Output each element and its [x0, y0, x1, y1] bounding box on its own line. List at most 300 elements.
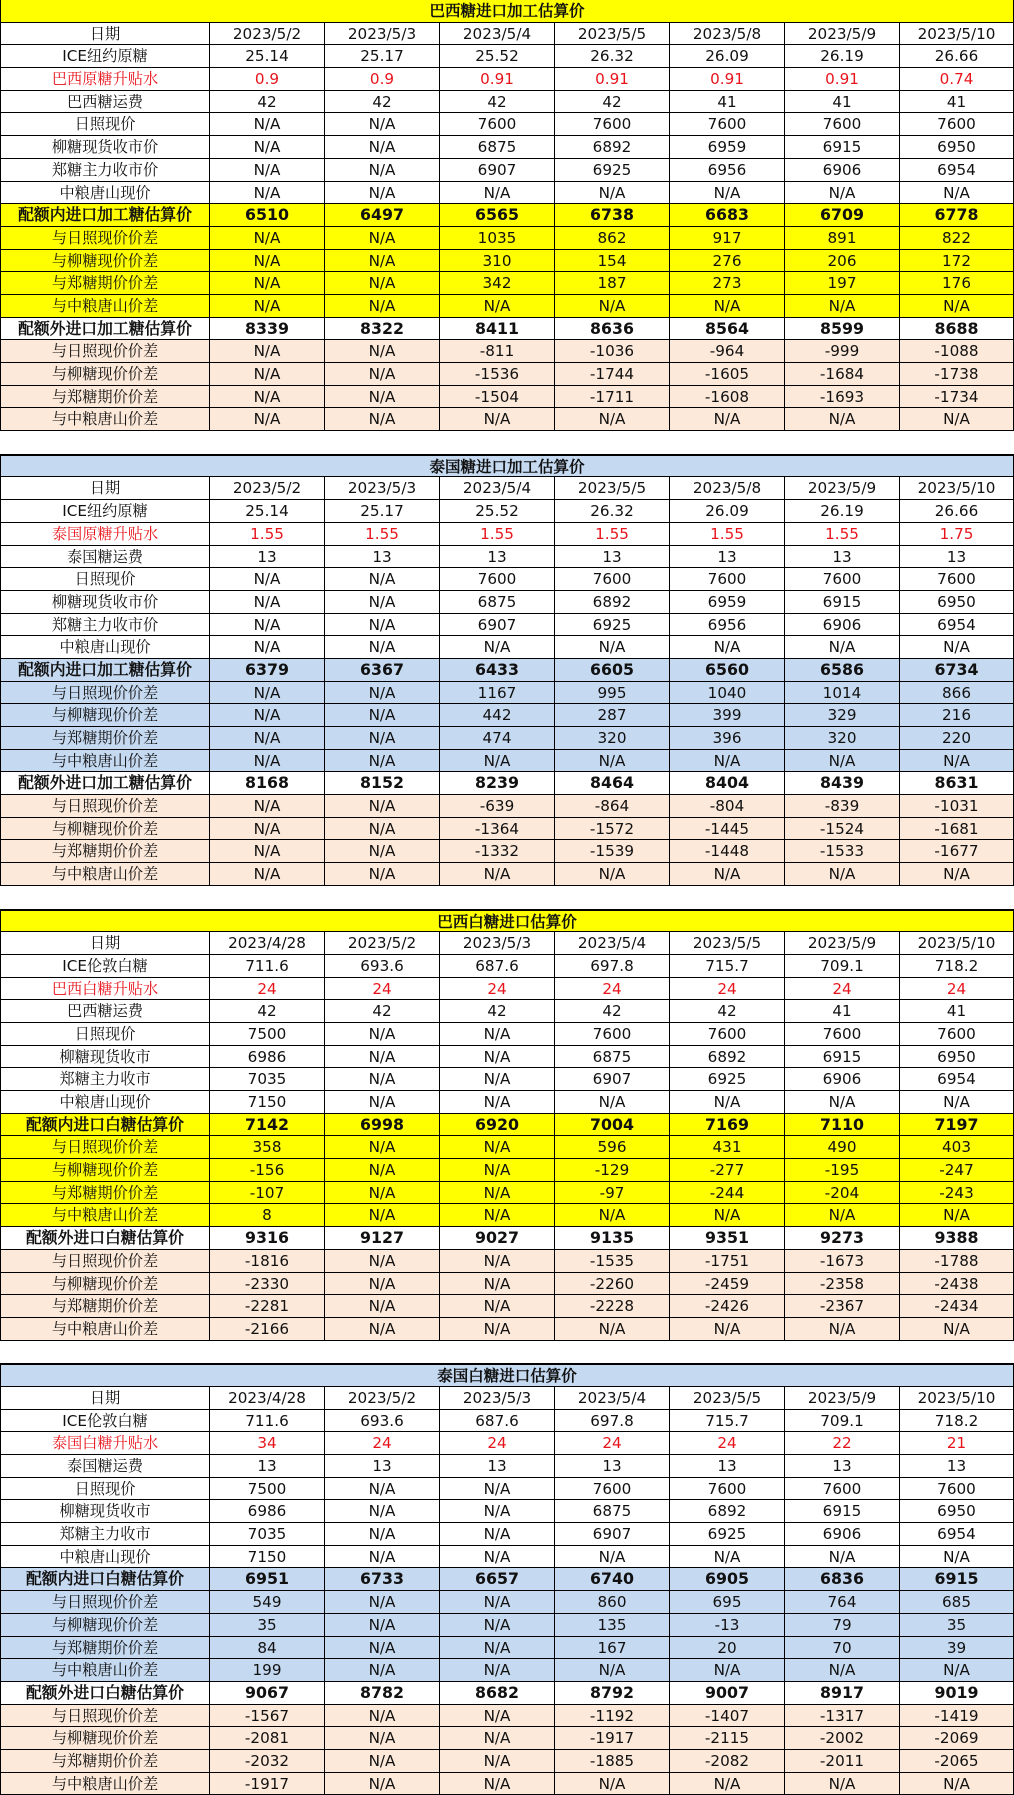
table-row	[0, 386, 1014, 409]
value-cell: 866	[900, 682, 1014, 705]
table-row	[0, 1182, 1014, 1205]
value-cell: 6950	[900, 1500, 1014, 1523]
value-cell: 6733	[325, 1568, 440, 1591]
row-label: 郑糖主力收市	[0, 1068, 210, 1091]
value-cell: N/A	[670, 1773, 785, 1795]
value-cell: -97	[555, 1182, 670, 1205]
row-label: ICE纽约原糖	[0, 45, 210, 68]
value-cell: 13	[555, 1455, 670, 1478]
value-cell: N/A	[440, 1478, 555, 1501]
value-cell: -1608	[670, 386, 785, 409]
value-cell: -864	[555, 795, 670, 818]
value-cell: -1192	[555, 1705, 670, 1728]
table-row	[0, 636, 1014, 659]
table-row	[0, 1614, 1014, 1637]
date-cell: 2023/5/2	[210, 23, 325, 46]
value-cell: N/A	[210, 636, 325, 659]
value-cell: N/A	[440, 1773, 555, 1795]
value-cell: 13	[670, 546, 785, 569]
value-cell: 25.52	[440, 500, 555, 523]
row-label: 与柳糖现价价差	[0, 818, 210, 841]
date-cell: 2023/5/3	[325, 23, 440, 46]
value-cell: N/A	[440, 1182, 555, 1205]
date-cell: 2023/5/10	[900, 1387, 1014, 1410]
value-cell: 1.55	[670, 523, 785, 546]
value-cell: N/A	[440, 408, 555, 431]
row-label: 日照现价	[0, 1478, 210, 1501]
value-cell: 24	[325, 978, 440, 1001]
value-cell: N/A	[325, 159, 440, 182]
value-cell: 167	[555, 1637, 670, 1660]
row-label: 与日照现价价差	[0, 1591, 210, 1614]
value-cell: N/A	[210, 363, 325, 386]
value-cell: 687.6	[440, 955, 555, 978]
value-cell: 8688	[900, 318, 1014, 341]
value-cell: N/A	[325, 1182, 440, 1205]
value-cell: 42	[210, 1000, 325, 1023]
value-cell: 6915	[785, 136, 900, 159]
table-row	[0, 91, 1014, 114]
value-cell: 7600	[900, 113, 1014, 136]
value-cell: 431	[670, 1136, 785, 1159]
value-cell: N/A	[325, 818, 440, 841]
value-cell: 6925	[555, 159, 670, 182]
value-cell: -1332	[440, 840, 555, 863]
date-header-row	[0, 1387, 1014, 1410]
value-cell: 7600	[670, 1478, 785, 1501]
value-cell: 6907	[440, 614, 555, 637]
value-cell: 6906	[785, 1523, 900, 1546]
value-cell: 917	[670, 227, 785, 250]
value-cell: 6915	[785, 591, 900, 614]
value-cell: 24	[555, 1432, 670, 1455]
value-cell: N/A	[670, 295, 785, 318]
value-cell: -2228	[555, 1295, 670, 1318]
row-label: 日期	[0, 23, 210, 46]
value-cell: -1524	[785, 818, 900, 841]
value-cell: N/A	[325, 1727, 440, 1750]
value-cell: 6925	[670, 1068, 785, 1091]
value-cell: 8152	[325, 772, 440, 795]
row-label: 与中粮唐山价差	[0, 863, 210, 886]
value-cell: 9351	[670, 1227, 785, 1250]
value-cell: N/A	[555, 408, 670, 431]
value-cell: N/A	[325, 136, 440, 159]
table-row	[0, 68, 1014, 91]
value-cell: N/A	[325, 250, 440, 273]
value-cell: N/A	[210, 568, 325, 591]
value-cell: 8322	[325, 318, 440, 341]
value-cell: 6433	[440, 659, 555, 682]
value-cell: -1917	[555, 1727, 670, 1750]
table-row	[0, 750, 1014, 773]
value-cell: 7142	[210, 1114, 325, 1137]
value-cell: 9135	[555, 1227, 670, 1250]
value-cell: N/A	[785, 182, 900, 205]
table-row	[0, 1136, 1014, 1159]
date-cell: 2023/5/5	[670, 1387, 785, 1410]
value-cell: N/A	[440, 182, 555, 205]
row-label: ICE伦敦白糖	[0, 955, 210, 978]
value-cell: -2002	[785, 1727, 900, 1750]
value-cell: -244	[670, 1182, 785, 1205]
value-cell: 8439	[785, 772, 900, 795]
row-label: 郑糖主力收市价	[0, 159, 210, 182]
value-cell: N/A	[555, 182, 670, 205]
row-label: 与郑糖期价价差	[0, 727, 210, 750]
value-cell: N/A	[325, 1250, 440, 1273]
value-cell: 9388	[900, 1227, 1014, 1250]
value-cell: N/A	[440, 1204, 555, 1227]
value-cell: 13	[210, 1455, 325, 1478]
value-cell: 396	[670, 727, 785, 750]
value-cell: N/A	[440, 1727, 555, 1750]
value-cell: N/A	[900, 750, 1014, 773]
table-row	[0, 727, 1014, 750]
row-label: 柳糖现货收市价	[0, 136, 210, 159]
value-cell: 13	[900, 1455, 1014, 1478]
row-label: 与郑糖期价价差	[0, 1182, 210, 1205]
value-cell: 7150	[210, 1091, 325, 1114]
value-cell: 6836	[785, 1568, 900, 1591]
row-label: 中粮唐山现价	[0, 182, 210, 205]
table-row	[0, 1114, 1014, 1137]
value-cell: 20	[670, 1637, 785, 1660]
value-cell: 6986	[210, 1046, 325, 1069]
value-cell: 176	[900, 272, 1014, 295]
value-cell: 21	[900, 1432, 1014, 1455]
date-cell: 2023/5/4	[555, 932, 670, 955]
value-cell: N/A	[325, 1773, 440, 1795]
row-label: ICE纽约原糖	[0, 500, 210, 523]
value-cell: 7110	[785, 1114, 900, 1137]
value-cell: 697.8	[555, 1410, 670, 1433]
row-label: 与柳糖现价价差	[0, 1159, 210, 1182]
value-cell: -1572	[555, 818, 670, 841]
value-cell: N/A	[440, 1637, 555, 1660]
value-cell: N/A	[325, 704, 440, 727]
value-cell: N/A	[325, 1273, 440, 1296]
table-row	[0, 1432, 1014, 1455]
value-cell: N/A	[325, 1136, 440, 1159]
value-cell: 172	[900, 250, 1014, 273]
value-cell: 0.91	[785, 68, 900, 91]
value-cell: 35	[210, 1614, 325, 1637]
value-cell: 6657	[440, 1568, 555, 1591]
value-cell: 6950	[900, 591, 1014, 614]
row-label: 与日照现价价差	[0, 1136, 210, 1159]
date-cell: 2023/5/3	[440, 932, 555, 955]
value-cell: N/A	[440, 1295, 555, 1318]
value-cell: -2115	[670, 1727, 785, 1750]
value-cell: 34	[210, 1432, 325, 1455]
table-row	[0, 113, 1014, 136]
value-cell: 1.75	[900, 523, 1014, 546]
section-title-row	[0, 1364, 1014, 1387]
value-cell: N/A	[325, 1750, 440, 1773]
value-cell: N/A	[670, 408, 785, 431]
row-label: 柳糖现货收市	[0, 1046, 210, 1069]
value-cell: 24	[440, 1432, 555, 1455]
value-cell: 9027	[440, 1227, 555, 1250]
value-cell: N/A	[555, 863, 670, 886]
value-cell: 206	[785, 250, 900, 273]
date-cell: 2023/5/10	[900, 23, 1014, 46]
value-cell: N/A	[900, 408, 1014, 431]
value-cell: -1751	[670, 1250, 785, 1273]
value-cell: -2438	[900, 1273, 1014, 1296]
value-cell: 7600	[900, 1478, 1014, 1501]
value-cell: N/A	[440, 1046, 555, 1069]
value-cell: 154	[555, 250, 670, 273]
table-row	[0, 704, 1014, 727]
value-cell: 862	[555, 227, 670, 250]
value-cell: N/A	[325, 1091, 440, 1114]
value-cell: 41	[900, 91, 1014, 114]
value-cell: -2358	[785, 1273, 900, 1296]
value-cell: N/A	[210, 750, 325, 773]
value-cell: -1681	[900, 818, 1014, 841]
table-row	[0, 1068, 1014, 1091]
value-cell: N/A	[670, 1546, 785, 1569]
value-cell: N/A	[210, 227, 325, 250]
table-row	[0, 182, 1014, 205]
value-cell: 7600	[670, 1023, 785, 1046]
value-cell: 7004	[555, 1114, 670, 1137]
value-cell: N/A	[900, 636, 1014, 659]
value-cell: 24	[440, 978, 555, 1001]
value-cell: N/A	[670, 636, 785, 659]
value-cell: N/A	[325, 863, 440, 886]
value-cell: N/A	[325, 408, 440, 431]
date-cell: 2023/5/2	[325, 932, 440, 955]
table-row	[0, 1091, 1014, 1114]
table-row	[0, 568, 1014, 591]
value-cell: 6605	[555, 659, 670, 682]
value-cell: 403	[900, 1136, 1014, 1159]
date-cell: 2023/5/8	[670, 23, 785, 46]
value-cell: N/A	[900, 182, 1014, 205]
value-cell: -1744	[555, 363, 670, 386]
value-cell: N/A	[440, 1750, 555, 1773]
value-cell: N/A	[210, 386, 325, 409]
value-cell: -1738	[900, 363, 1014, 386]
value-cell: N/A	[555, 1659, 670, 1682]
value-cell: 8464	[555, 772, 670, 795]
row-label: 泰国糖运费	[0, 1455, 210, 1478]
row-label: 配额内进口白糖估算价	[0, 1568, 210, 1591]
table-row	[0, 1568, 1014, 1591]
value-cell: -2367	[785, 1295, 900, 1318]
value-cell: 8404	[670, 772, 785, 795]
value-cell: -839	[785, 795, 900, 818]
value-cell: N/A	[325, 1523, 440, 1546]
date-cell: 2023/5/10	[900, 932, 1014, 955]
row-label: 配额外进口白糖估算价	[0, 1227, 210, 1250]
value-cell: N/A	[325, 1591, 440, 1614]
value-cell: 26.66	[900, 500, 1014, 523]
value-cell: -107	[210, 1182, 325, 1205]
value-cell: 24	[670, 1432, 785, 1455]
value-cell: 7197	[900, 1114, 1014, 1137]
date-cell: 2023/5/5	[670, 932, 785, 955]
value-cell: -1535	[555, 1250, 670, 1273]
value-cell: 8917	[785, 1682, 900, 1705]
value-cell: 26.09	[670, 500, 785, 523]
value-cell: 6920	[440, 1114, 555, 1137]
table-row	[0, 1410, 1014, 1433]
value-cell: N/A	[325, 1614, 440, 1637]
value-cell: 26.19	[785, 500, 900, 523]
date-cell: 2023/5/9	[785, 932, 900, 955]
date-cell: 2023/5/3	[325, 477, 440, 500]
value-cell: 42	[440, 1000, 555, 1023]
value-cell: 35	[900, 1614, 1014, 1637]
value-cell: N/A	[210, 840, 325, 863]
value-cell: N/A	[670, 863, 785, 886]
value-cell: N/A	[210, 272, 325, 295]
value-cell: 187	[555, 272, 670, 295]
value-cell: 42	[555, 91, 670, 114]
value-cell: N/A	[210, 408, 325, 431]
value-cell: 6778	[900, 204, 1014, 227]
value-cell: 0.9	[325, 68, 440, 91]
section-spacer	[0, 1341, 1014, 1365]
value-cell: 1040	[670, 682, 785, 705]
table-row	[0, 659, 1014, 682]
table-row	[0, 1227, 1014, 1250]
value-cell: 685	[900, 1591, 1014, 1614]
table-row	[0, 1455, 1014, 1478]
value-cell: 0.91	[670, 68, 785, 91]
value-cell: 687.6	[440, 1410, 555, 1433]
value-cell: 9007	[670, 1682, 785, 1705]
value-cell: 7500	[210, 1478, 325, 1501]
value-cell: 6906	[785, 159, 900, 182]
value-cell: 0.91	[555, 68, 670, 91]
value-cell: 26.66	[900, 45, 1014, 68]
date-header-row	[0, 932, 1014, 955]
section-title-row	[0, 910, 1014, 933]
value-cell: 6709	[785, 204, 900, 227]
row-label: ICE伦敦白糖	[0, 1410, 210, 1433]
value-cell: -2065	[900, 1750, 1014, 1773]
value-cell: 7600	[785, 568, 900, 591]
value-cell: 6907	[555, 1068, 670, 1091]
value-cell: 26.09	[670, 45, 785, 68]
value-cell: -156	[210, 1159, 325, 1182]
date-header-row	[0, 477, 1014, 500]
value-cell: -1448	[670, 840, 785, 863]
value-cell: -1788	[900, 1250, 1014, 1273]
value-cell: 24	[325, 1432, 440, 1455]
value-cell: N/A	[555, 750, 670, 773]
table-row	[0, 1682, 1014, 1705]
value-cell: 709.1	[785, 1410, 900, 1433]
value-cell: N/A	[785, 1204, 900, 1227]
value-cell: 7150	[210, 1546, 325, 1569]
row-label: 中粮唐山现价	[0, 636, 210, 659]
value-cell: N/A	[325, 1295, 440, 1318]
table-row	[0, 363, 1014, 386]
table-row	[0, 682, 1014, 705]
value-cell: 41	[900, 1000, 1014, 1023]
value-cell: 1.55	[325, 523, 440, 546]
table-row	[0, 1500, 1014, 1523]
value-cell: 6950	[900, 1046, 1014, 1069]
value-cell: 24	[670, 978, 785, 1001]
value-cell: 399	[670, 704, 785, 727]
value-cell: N/A	[210, 704, 325, 727]
value-cell: -1693	[785, 386, 900, 409]
value-cell: 6892	[670, 1500, 785, 1523]
value-cell: N/A	[900, 1659, 1014, 1682]
value-cell: 6906	[785, 1068, 900, 1091]
table-row	[0, 1705, 1014, 1728]
value-cell: 8239	[440, 772, 555, 795]
value-cell: 7500	[210, 1023, 325, 1046]
value-cell: 1.55	[555, 523, 670, 546]
value-cell: 764	[785, 1591, 900, 1614]
table-row	[0, 795, 1014, 818]
section-title: 泰国糖进口加工估算价	[0, 455, 1014, 478]
date-cell: 2023/5/2	[325, 1387, 440, 1410]
value-cell: N/A	[900, 863, 1014, 886]
value-cell: 6986	[210, 1500, 325, 1523]
value-cell: N/A	[325, 1500, 440, 1523]
date-cell: 2023/5/8	[670, 477, 785, 500]
date-cell: 2023/5/4	[440, 23, 555, 46]
value-cell: -2330	[210, 1273, 325, 1296]
value-cell: N/A	[440, 1500, 555, 1523]
value-cell: -1317	[785, 1705, 900, 1728]
value-cell: N/A	[210, 340, 325, 363]
value-cell: 6998	[325, 1114, 440, 1137]
value-cell: 8631	[900, 772, 1014, 795]
value-cell: N/A	[210, 614, 325, 637]
value-cell: N/A	[785, 750, 900, 773]
value-cell: -1445	[670, 818, 785, 841]
value-cell: 220	[900, 727, 1014, 750]
value-cell: N/A	[325, 614, 440, 637]
value-cell: 320	[555, 727, 670, 750]
row-label: 与中粮唐山价差	[0, 1773, 210, 1795]
value-cell: 26.32	[555, 500, 670, 523]
value-cell: 13	[440, 1455, 555, 1478]
value-cell: N/A	[325, 113, 440, 136]
value-cell: 199	[210, 1659, 325, 1682]
value-cell: N/A	[785, 1318, 900, 1341]
value-cell: 6915	[900, 1568, 1014, 1591]
value-cell: N/A	[325, 568, 440, 591]
value-cell: 42	[440, 91, 555, 114]
value-cell: N/A	[440, 1546, 555, 1569]
value-cell: 718.2	[900, 955, 1014, 978]
row-label: 与日照现价价差	[0, 1705, 210, 1728]
value-cell: -2434	[900, 1295, 1014, 1318]
row-label: 与日照现价价差	[0, 1250, 210, 1273]
value-cell: 9067	[210, 1682, 325, 1705]
value-cell: 135	[555, 1614, 670, 1637]
value-cell: 0.91	[440, 68, 555, 91]
value-cell: 329	[785, 704, 900, 727]
table-row	[0, 546, 1014, 569]
table-row	[0, 1023, 1014, 1046]
value-cell: 13	[785, 1455, 900, 1478]
table-row	[0, 272, 1014, 295]
value-cell: 6875	[555, 1500, 670, 1523]
value-cell: N/A	[900, 1204, 1014, 1227]
